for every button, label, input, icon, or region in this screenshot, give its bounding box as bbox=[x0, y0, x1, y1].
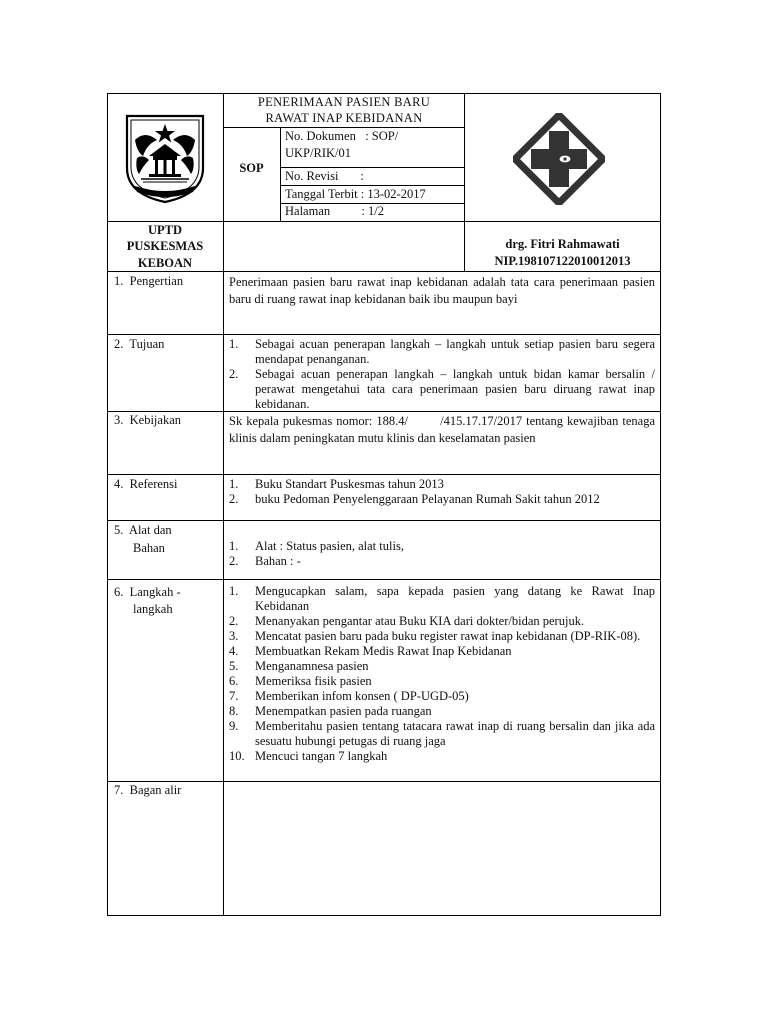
revision-number: No. Revisi : bbox=[285, 169, 364, 183]
referensi-list bbox=[229, 477, 655, 507]
signer-name: drg. Fitri Rahmawati bbox=[505, 237, 620, 251]
list-item: 1. Mengucapkan salam, sapa kepada pasien yang datang ke Rawat Inap Kebidanan bbox=[229, 584, 655, 613]
list-item: 8. Menempatkan pasien pada ruangan bbox=[229, 704, 432, 718]
list-item: 1. Sebagai acuan penerapan langkah – langkah untuk setiap pasien baru segera mendapat penanganan. bbox=[229, 337, 655, 366]
list-item: 6. Memeriksa fisik pasien bbox=[229, 674, 372, 688]
section-label-alat-line-1: 5. Alat dan bbox=[114, 523, 172, 537]
list-item: 2. Bahan : - bbox=[229, 554, 301, 568]
list-item: 1. Alat : Status pasien, alat tulis, bbox=[229, 539, 404, 553]
sop-title-line-2: RAWAT INAP KEBIDANAN bbox=[265, 111, 423, 125]
list-item: 7. Memberikan infom konsen ( DP-UGD-05) bbox=[229, 689, 469, 703]
publish-date: Tanggal Terbit : 13-02-2017 bbox=[285, 187, 426, 201]
organization-name-line-3: KEBOAN bbox=[137, 256, 193, 270]
organization-name-line-2: PUSKESMAS bbox=[126, 239, 204, 253]
page-number: Halaman : 1/2 bbox=[285, 204, 384, 218]
signer-nip: NIP.198107122010012013 bbox=[494, 254, 631, 268]
list-item: 1. Buku Standart Puskesmas tahun 2013 bbox=[229, 477, 444, 491]
section-label-alat-line-2: Bahan bbox=[133, 541, 165, 555]
section-label-kebijakan: 3. Kebijakan bbox=[114, 413, 181, 427]
tujuan-list bbox=[229, 337, 655, 412]
list-item: 10. Mencuci tangan 7 langkah bbox=[229, 749, 388, 763]
document-number-line-2: UKP/RIK/01 bbox=[285, 146, 351, 160]
section-label-langkah-line-2: langkah bbox=[133, 602, 173, 616]
bagan-alir-area bbox=[224, 782, 660, 915]
section-label-pengertian: 1. Pengertian bbox=[114, 274, 184, 288]
kebijakan-text: Sk kepala pukesmas nomor: 188.4/ /415.17.17/2017 tentang kewajiban tenaga klinis dalam peningkatan mutu klinis dan keselamatan pasien bbox=[229, 414, 659, 445]
list-item: 4. Membuatkan Rekam Medis Rawat Inap Kebidanan bbox=[229, 644, 512, 658]
langkah-list bbox=[229, 584, 655, 764]
section-label-tujuan: 2. Tujuan bbox=[114, 337, 165, 351]
list-item: 2. buku Pedoman Penyelenggaraan Pelayanan Rumah Sakit tahun 2012 bbox=[229, 492, 600, 506]
section-label-bagan-alir: 7. Bagan alir bbox=[114, 783, 182, 797]
pengertian-text: Penerimaan pasien baru rawat inap kebidanan adalah tata cara penerimaan pasien baru di ruang rawat inap kebidanan baik ibu maupun bayi bbox=[229, 275, 655, 306]
list-item: 3. Mencatat pasien baru pada buku register rawat inap kebidanan (DP-RIK-08). bbox=[229, 629, 641, 643]
section-label-langkah-line-1: 6. Langkah - bbox=[114, 585, 181, 599]
document-number-line-1: No. Dokumen : SOP/ bbox=[285, 129, 399, 143]
list-item: 5. Menganamnesa pasien bbox=[229, 659, 369, 673]
sop-label: SOP bbox=[239, 161, 264, 175]
list-item: 2. Menanyakan pengantar atau Buku KIA dari dokter/bidan perujuk. bbox=[229, 614, 585, 628]
list-item: 9. Memberitahu pasien tentang tatacara rawat inap di ruang bersalin dan jika ada sesuatu hubungi petugas di ruang jaga bbox=[229, 719, 655, 748]
regency-coat-of-arms-icon bbox=[121, 110, 209, 206]
alat-list bbox=[229, 539, 655, 569]
puskesmas-cross-icon bbox=[513, 113, 605, 205]
section-label-referensi: 4. Referensi bbox=[114, 477, 178, 491]
list-item: 2. Sebagai acuan penerapan langkah – langkah untuk bidan kamar bersalin / perawat mengetahui tata cara penerimaan pasien baru diruang rawat inap kebidanan. bbox=[229, 367, 655, 411]
organization-name-line-1: UPTD bbox=[147, 223, 183, 237]
sop-title-line-1: PENERIMAAN PASIEN BARU bbox=[257, 95, 431, 109]
